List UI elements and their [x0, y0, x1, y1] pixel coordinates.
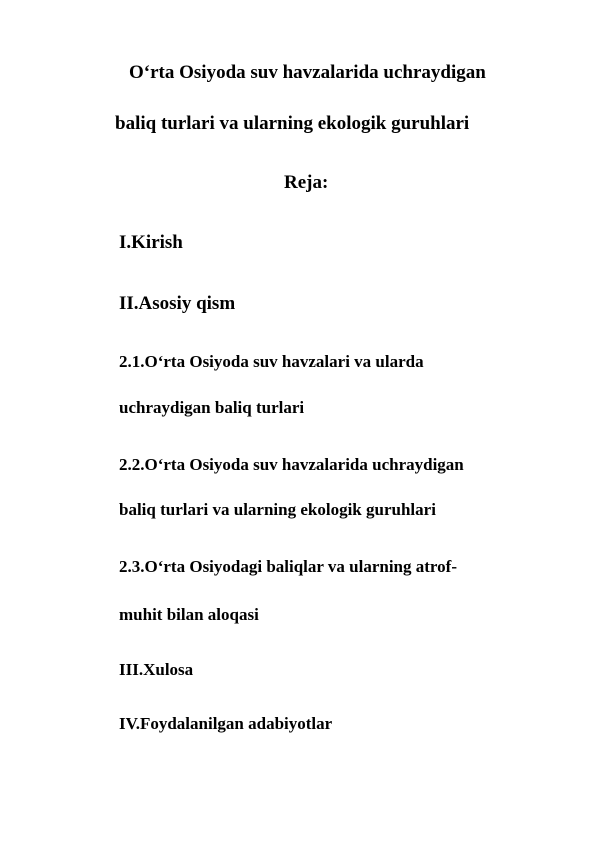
- outline-item-conclusion: III.Xulosa: [119, 660, 194, 679]
- outline-item-2-3-line-2: muhit bilan aloqasi: [119, 605, 259, 624]
- outline-item-2-2-line-2: baliq turlari va ularning ekologik guruhlari: [119, 500, 436, 519]
- outline-item-2-1-line-2: uchraydigan baliq turlari: [119, 398, 305, 417]
- outline-item-intro: I.Kirish: [119, 232, 183, 253]
- outline-item-references: IV.Foydalanilgan adabiyotlar: [119, 714, 333, 733]
- outline-item-2-1-line-1: 2.1.O‘rta Osiyoda suv havzalari va ularda: [119, 352, 424, 371]
- document-title-line-2: baliq turlari va ularning ekologik guruhlari: [115, 113, 470, 134]
- document-title-line-1: O‘rta Osiyoda suv havzalarida uchraydigan: [129, 62, 486, 83]
- outline-item-main: II.Asosiy qism: [119, 293, 236, 314]
- outline-item-2-3-line-1: 2.3.O‘rta Osiyodagi baliqlar va ularning atrof-: [119, 557, 457, 576]
- outline-item-2-2-line-1: 2.2.O‘rta Osiyoda suv havzalarida uchraydigan: [119, 455, 464, 474]
- plan-heading: Reja:: [284, 172, 329, 193]
